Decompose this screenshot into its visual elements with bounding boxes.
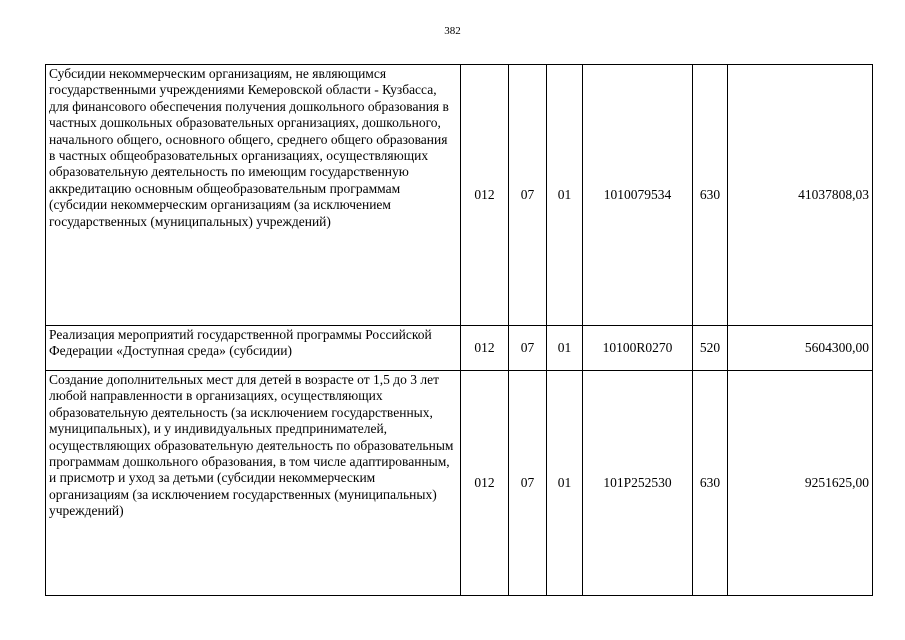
ministry-code-cell: 012 — [461, 326, 509, 371]
section-code-cell: 07 — [509, 65, 547, 326]
page-number: 382 — [444, 25, 461, 37]
table-row — [46, 371, 873, 596]
expense-type-cell: 630 — [693, 371, 728, 596]
table-row — [46, 65, 873, 326]
expense-name-cell: Реализация мероприятий государственной программы Российской Федерации «Доступная среда» (субсидии) — [46, 326, 461, 371]
amount-cell: 9251625,00 — [728, 371, 873, 596]
subsection-code-cell: 01 — [547, 326, 583, 371]
target-article-cell: 1010079534 — [583, 65, 693, 326]
section-code-cell: 07 — [509, 371, 547, 596]
subsection-code-cell: 01 — [547, 371, 583, 596]
budget-table — [45, 64, 873, 596]
amount-cell: 41037808,03 — [728, 65, 873, 326]
expense-type-cell: 630 — [693, 65, 728, 326]
expense-name-cell: Субсидии некоммерческим организациям, не являющимся государственными учреждениями Кемеровской области - Кузбасса, для финансового обеспечения получения дошкольного образования в частных дошкольных образовательных организациях, дошкольного, начального общего, основного общего, среднего общего образования в частных общеобразовательных организациях, осуществляющих образовательную деятельность по имеющим государственную аккредитацию основным общеобразовательным программам (субсидии некоммерческим организациям (за исключением государственных (муниципальных) учреждений) — [46, 65, 461, 326]
amount-cell: 5604300,00 — [728, 326, 873, 371]
expense-type-cell: 520 — [693, 326, 728, 371]
target-article-cell: 10100R0270 — [583, 326, 693, 371]
ministry-code-cell: 012 — [461, 371, 509, 596]
expense-name-cell: Создание дополнительных мест для детей в возрасте от 1,5 до 3 лет любой направленности в организациях, осуществляющих образовательную деятельность (за исключением государственных, муниципальных), и у индивидуальных предпринимателей, осуществляющих образовательную деятельность по образовательным программам дошкольного образования, в том числе адаптированным, и присмотр и уход за детьми (субсидии некоммерческим организациям (за исключением государственных (муниципальных) учреждений) — [46, 371, 461, 596]
table-row — [46, 326, 873, 371]
ministry-code-cell: 012 — [461, 65, 509, 326]
target-article-cell: 101P252530 — [583, 371, 693, 596]
subsection-code-cell: 01 — [547, 65, 583, 326]
section-code-cell: 07 — [509, 326, 547, 371]
